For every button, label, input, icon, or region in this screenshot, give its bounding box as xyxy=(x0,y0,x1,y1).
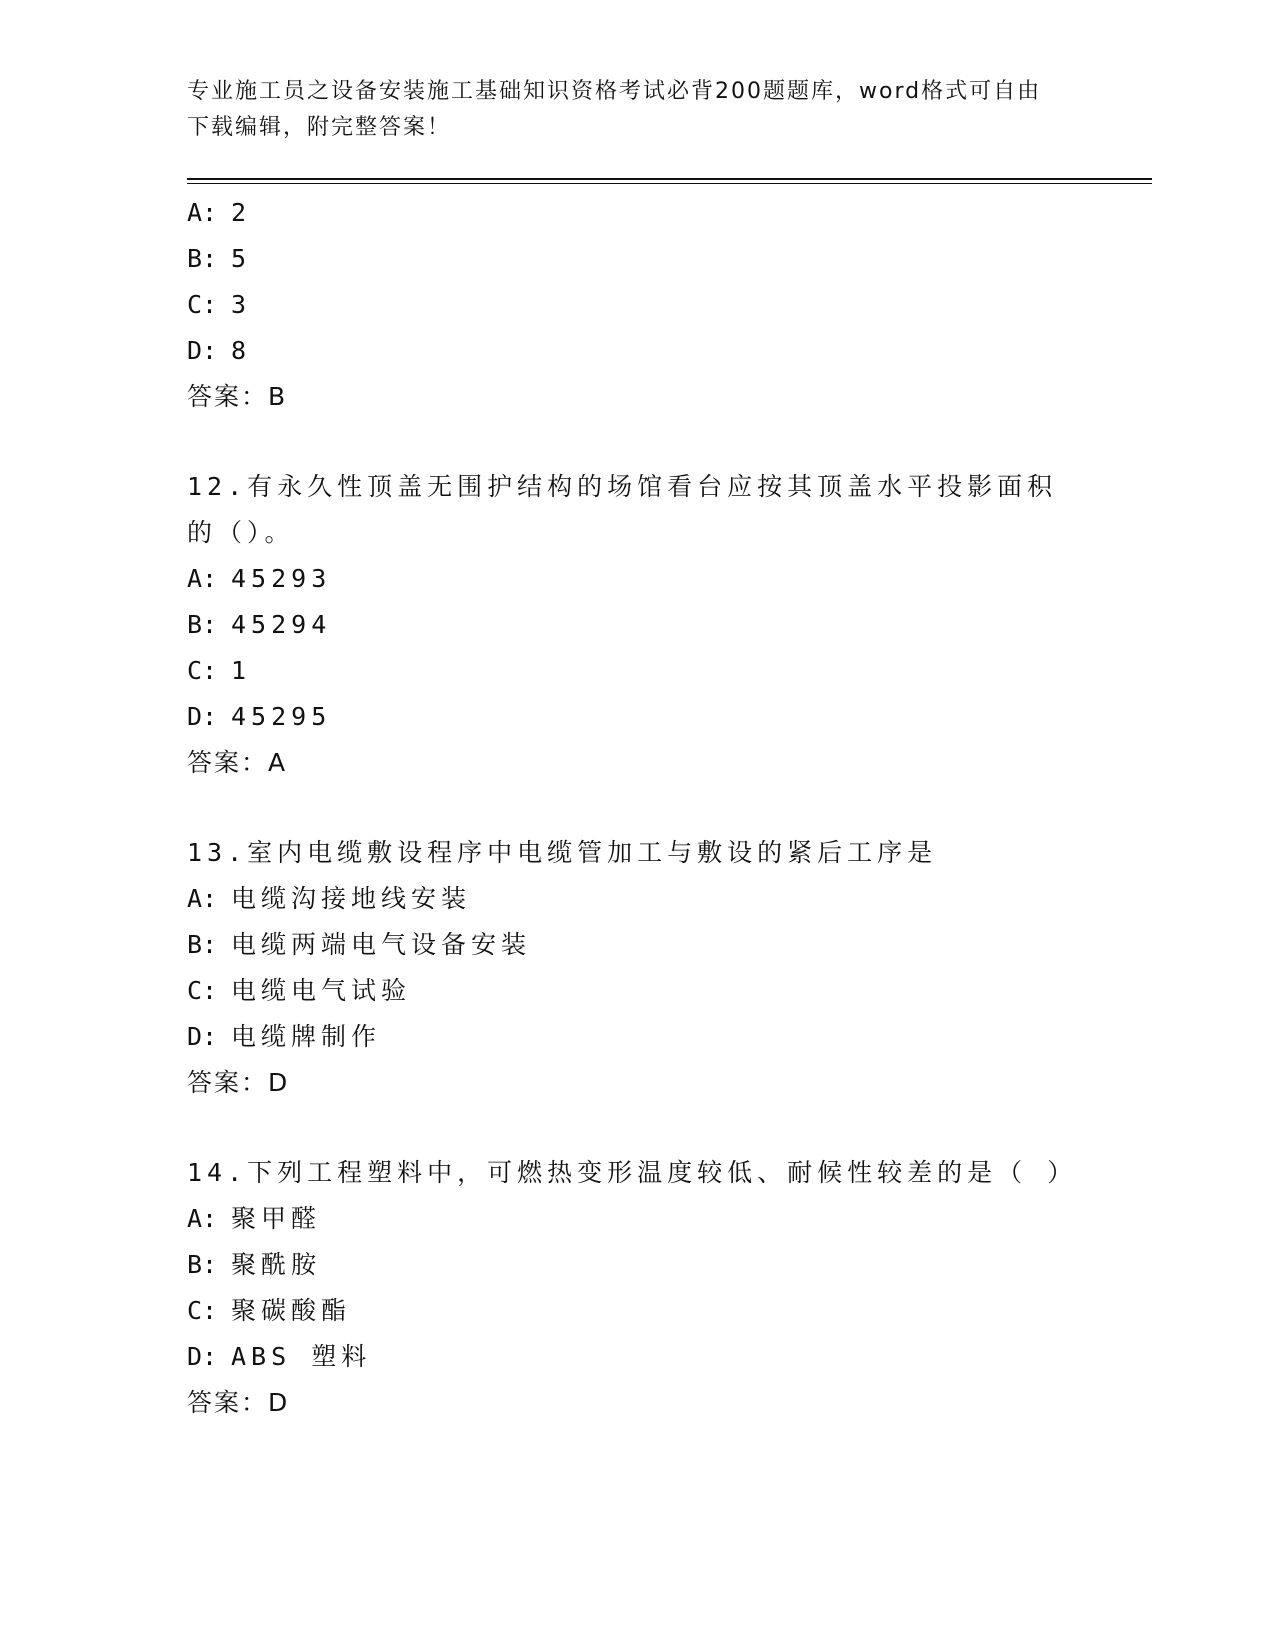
option-b xyxy=(187,1242,1127,1288)
option-letter: A: xyxy=(187,1204,218,1233)
option-d xyxy=(187,328,1127,374)
option-letter: D: xyxy=(187,1022,218,1051)
question-block-12 xyxy=(187,464,1127,786)
option-letter: C: xyxy=(187,656,218,685)
document-header xyxy=(187,74,1067,146)
header-line-1: 专业施工员之设备安装施工基础知识资格考试必背200题题库，word格式可自由 xyxy=(187,79,1042,104)
question-block-14 xyxy=(187,1150,1127,1426)
option-c xyxy=(187,282,1127,328)
question-text: 12.有永久性顶盖无围护结构的场馆看台应按其顶盖水平投影面积的（）。 xyxy=(187,472,1058,547)
option-letter: A: xyxy=(187,884,218,913)
answer-line: 答案：D xyxy=(187,1068,290,1097)
option-text: 45295 xyxy=(231,702,332,731)
option-letter: C: xyxy=(187,290,218,319)
option-letter: D: xyxy=(187,1342,218,1371)
option-text: 3 xyxy=(231,290,252,319)
option-letter: B: xyxy=(187,244,218,273)
answer-line: 答案：B xyxy=(187,382,288,411)
option-letter: B: xyxy=(187,1250,218,1279)
option-letter: A: xyxy=(187,198,218,227)
option-a xyxy=(187,190,1127,236)
option-text: 电缆沟接地线安装 xyxy=(231,884,472,913)
option-text: 45293 xyxy=(231,564,332,593)
option-d xyxy=(187,1334,1127,1380)
header-divider-thick xyxy=(187,178,1152,180)
question-text: 14.下列工程塑料中，可燃热变形温度较低、耐候性较差的是（ ） xyxy=(187,1158,1078,1187)
option-text: 45294 xyxy=(231,610,332,639)
question-list xyxy=(187,190,1127,1426)
option-a xyxy=(187,876,1127,922)
header-divider-thin xyxy=(187,183,1152,184)
option-a xyxy=(187,1196,1127,1242)
option-text: 8 xyxy=(231,336,252,365)
option-text: 聚碳酸酯 xyxy=(231,1296,352,1325)
option-b xyxy=(187,922,1127,968)
option-text: 聚甲醛 xyxy=(231,1204,322,1233)
option-d xyxy=(187,1014,1127,1060)
option-c xyxy=(187,648,1127,694)
header-line-2: 下载编辑，附完整答案！ xyxy=(187,115,452,140)
option-letter: C: xyxy=(187,976,218,1005)
question-block-13 xyxy=(187,830,1127,1106)
option-a xyxy=(187,556,1127,602)
option-letter: B: xyxy=(187,930,218,959)
question-text: 13.室内电缆敷设程序中电缆管加工与敷设的紧后工序是 xyxy=(187,838,938,867)
option-letter: D: xyxy=(187,336,218,365)
option-text: ABS 塑料 xyxy=(231,1342,372,1371)
option-b xyxy=(187,602,1127,648)
option-letter: B: xyxy=(187,610,218,639)
answer-line: 答案：D xyxy=(187,1388,290,1417)
option-d xyxy=(187,694,1127,740)
option-text: 1 xyxy=(231,656,252,685)
option-text: 电缆牌制作 xyxy=(231,1022,382,1051)
option-text: 5 xyxy=(231,244,252,273)
option-text: 聚酰胺 xyxy=(231,1250,322,1279)
option-text: 电缆两端电气设备安装 xyxy=(231,930,532,959)
option-b xyxy=(187,236,1127,282)
option-letter: A: xyxy=(187,564,218,593)
option-text: 2 xyxy=(231,198,252,227)
answer-line: 答案：A xyxy=(187,748,288,777)
option-text: 电缆电气试验 xyxy=(231,976,412,1005)
option-letter: D: xyxy=(187,702,218,731)
option-c xyxy=(187,1288,1127,1334)
question-block-11 xyxy=(187,190,1127,420)
option-c xyxy=(187,968,1127,1014)
option-letter: C: xyxy=(187,1296,218,1325)
